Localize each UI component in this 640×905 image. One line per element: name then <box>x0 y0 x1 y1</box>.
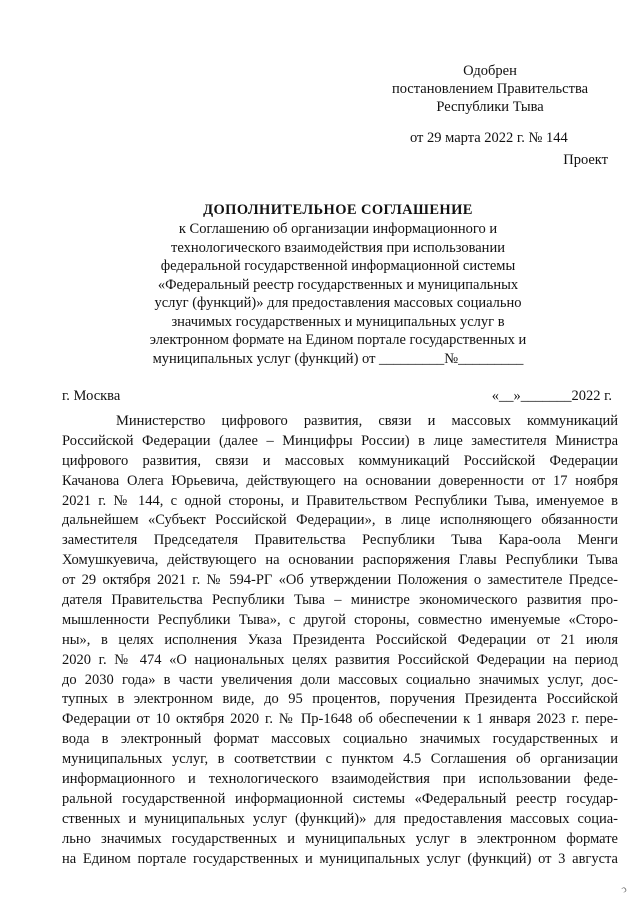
body-line: информационного и технологического взаимодействия при использовании феде- <box>62 771 618 788</box>
body-line: цифрового развития, связи и массовых коммуникаций Российской Федерации <box>62 452 618 469</box>
place-of-signing: г. Москва <box>62 388 121 404</box>
body-line: ральной государственной информационной системы «Федеральный реестр государ- <box>62 790 618 807</box>
body-paragraph <box>62 412 618 869</box>
subtitle-line: значимых государственных и муниципальных услуг в <box>171 313 505 330</box>
body-line: дателя Правительства Республики Тыва – министре экономического развития про- <box>62 592 618 609</box>
subtitle-line: к Соглашению об организации информационного и <box>178 221 498 237</box>
date-blank: «__»_______2022 г. <box>491 388 612 404</box>
approval-block <box>380 62 600 116</box>
body-line: муниципальных услуг, в соответствии с пунктом 4.5 Соглашения об организации <box>62 751 618 768</box>
document-title: ДОПОЛНИТЕЛЬНОЕ СОГЛАШЕНИЕ <box>203 202 473 218</box>
body-line: 2021 г. № 144, с одной стороны, и Правительством Республики Тыва, именуемое в <box>62 492 618 509</box>
body-line: дальнейшем «Субъект Российской Федерации», в лице исполняющего обязанности <box>62 512 618 529</box>
body-line: Российской Федерации (далее – Минцифры России) в лице заместителя Министра <box>62 432 618 449</box>
approval-date: от 29 марта 2022 г. № 144 <box>410 130 568 146</box>
body-line: вода в электронный формат массовых социально значимых государственных и <box>62 731 618 748</box>
subtitle-line: «Федеральный реестр государственных и муниципальных <box>157 276 519 293</box>
approval-line: Республики Тыва <box>436 99 544 115</box>
body-line: до 2030 года» в части увеличения доли массовых социально значимых услуг, дос- <box>62 671 618 688</box>
subtitle-line: технологического взаимодействия при использовании <box>171 239 505 256</box>
body-line: тупных в электронном виде, до 95 процентов, поручения Президента Российской <box>62 691 618 708</box>
document-subtitle <box>110 220 566 368</box>
approval-line: Одобрен <box>463 63 517 79</box>
project-mark: Проект <box>563 152 608 168</box>
body-line: на Едином портале государственных и муниципальных услуг (функций) от 3 августа <box>62 850 618 867</box>
corner-scan-mark: ↄ <box>619 883 629 896</box>
body-line: заместителя Председателя Правительства Республики Тыва Кара-оола Менги <box>62 532 618 549</box>
body-line: льно значимых государственных и муниципальных услуг в электронном формате <box>62 830 618 847</box>
body-line: ственных и муниципальных услуг (функций)» для предоставления массовых социа- <box>62 810 618 827</box>
subtitle-line: электронном формате на Едином портале государственных и <box>149 332 527 348</box>
body-line: Министерство цифрового развития, связи и массовых коммуникаций <box>116 413 618 429</box>
body-line: ны», в целях исполнения Указа Президента Российской Федерации от 21 июля <box>62 631 618 648</box>
subtitle-line: муниципальных услуг (функций) от _________№_________ <box>152 350 524 367</box>
body-line: Хомушкуевича, действующего на основании распоряжения Главы Республики Тыва <box>62 552 618 569</box>
subtitle-line: федеральной государственной информационной системы <box>160 258 516 274</box>
body-line: Качанова Олега Юрьевича, действующего на основании доверенности от 17 ноября <box>62 472 618 489</box>
body-line: от 29 октября 2021 г. № 594-РГ «Об утверждении Положения о заместителе Предсе- <box>62 572 618 589</box>
body-line: мышленности Республики Тыва», с другой стороны, совместно именуемые «Сторо- <box>62 611 618 628</box>
body-line: Федерации от 10 октября 2020 г. № Пр-1648 об обеспечении к 1 января 2023 г. пере- <box>62 711 618 728</box>
approval-line: постановлением Правительства <box>391 81 589 97</box>
subtitle-line: услуг (функций)» для предоставления массовых социально <box>154 295 522 311</box>
body-line: 2020 г. № 474 «О национальных целях развития Российской Федерации на период <box>62 651 618 668</box>
